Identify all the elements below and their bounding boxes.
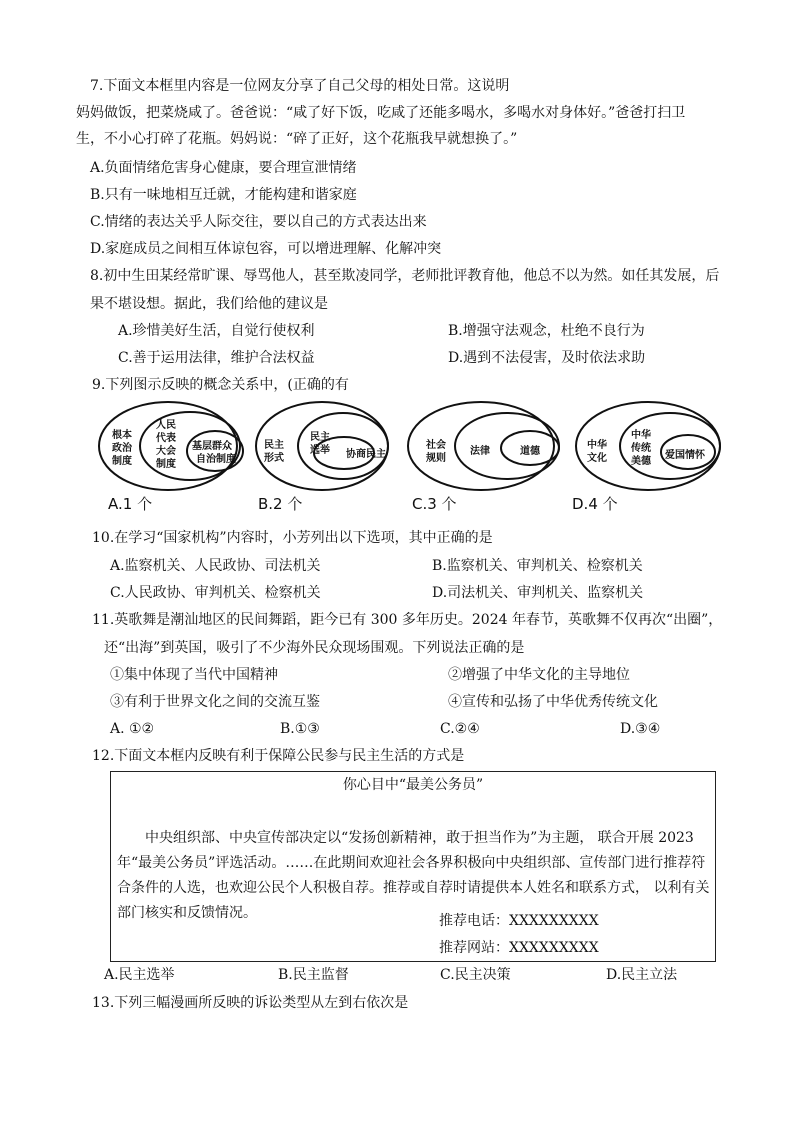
q9-concept-diagrams xyxy=(98,398,728,498)
q10-stem: 10.在学习“国家机构”内容时，小芳列出以下选项，其中正确的是 xyxy=(92,530,493,546)
diagram-d-outer-1: 中华 xyxy=(587,440,607,451)
diagram-a-middle-4: 制度 xyxy=(156,459,176,470)
diagram-c-outer-2: 规则 xyxy=(426,453,446,464)
q7-stem-line3: 生，不小心打碎了花瓶。妈妈说：“碎了正好，这个花瓶我早就想换了。” xyxy=(76,131,518,147)
q12-box-line4: 部门核实和反馈情况。 xyxy=(117,905,257,921)
q12-option-d: D.民主立法 xyxy=(606,967,678,983)
diagram-a-outer-2: 政治 xyxy=(112,443,132,454)
diagram-c-outer-1: 社会 xyxy=(426,440,446,451)
q12-box-title: 你心目中“最美公务员” xyxy=(342,777,484,793)
q10-option-b: B.监察机关、审判机关、检察机关 xyxy=(432,558,643,574)
q10-option-a: A.监察机关、人民政协、司法机关 xyxy=(110,558,321,574)
q9-option-c: C.3 个 xyxy=(412,495,457,513)
q11-stem-line1: 11.英歌舞是潮汕地区的民间舞蹈，距今已有 300 多年历史。2024 年春节，英歌舞不仅再次“出圈”， xyxy=(92,612,723,628)
q9-option-b: B.2 个 xyxy=(258,495,303,513)
diagram-a-outer-1: 根本 xyxy=(112,430,132,441)
diagram-a-middle-1: 人民 xyxy=(156,420,176,431)
q7-option-c: C.情绪的表达关乎人际交往，要以自己的方式表达出来 xyxy=(90,214,427,230)
q7-stem-line1: 7.下面文本框里内容是一位网友分享了自己父母的相处日常。这说明 xyxy=(90,78,510,94)
diagram-d-outer-2: 文化 xyxy=(587,453,607,464)
q8-option-a: A.珍惜美好生活，自觉行使权利 xyxy=(118,323,315,339)
q7-stem-line2: 妈妈做饭，把菜烧咸了。爸爸说：“咸了好下饭，吃咸了还能多喝水，多喝水对身体好。”爸爸打扫卫 xyxy=(76,105,686,121)
q7-option-a: A.负面情绪危害身心健康，要合理宣泄情绪 xyxy=(90,160,357,176)
diagram-a-middle-3: 大会 xyxy=(156,446,176,457)
diagram-a-inner-1: 基层群众 xyxy=(192,441,232,452)
diagram-d-middle-3: 美德 xyxy=(631,456,651,467)
q12-option-b: B.民主监督 xyxy=(278,967,349,983)
diagram-b-inner-1: 协商民主 xyxy=(346,449,386,460)
q11-item-3: ③有利于世界文化之间的交流互鉴 xyxy=(110,694,320,710)
diagram-d-middle-1: 中华 xyxy=(631,430,651,441)
q12-option-c: C.民主决策 xyxy=(440,967,511,983)
q12-box-line1: 中央组织部、中央宣传部决定以“发扬创新精神，敢于担当作为”为主题， 联合开展 2023 xyxy=(145,830,694,846)
q13-stem: 13.下列三幅漫画所反映的诉讼类型从左到右依次是 xyxy=(92,995,409,1011)
q12-option-a: A.民主选举 xyxy=(104,967,175,983)
diagram-d-inner-1: 爱国情怀 xyxy=(665,450,705,461)
diagram-b-outer-2: 形式 xyxy=(264,453,284,464)
diagram-d-middle-2: 传统 xyxy=(631,443,651,454)
q12-box-website: 推荐网站：XXXXXXXXX xyxy=(439,940,599,956)
q12-box-line2: 年“最美公务员”评选活动。……在此期间欢迎社会各界积极向中央组织部、宣传部门进行推荐符 xyxy=(117,855,706,871)
q7-option-d: D.家庭成员之间相互体谅包容，可以增进理解、化解冲突 xyxy=(90,241,442,257)
q9-option-a: A.1 个 xyxy=(108,495,153,513)
q11-option-c: C.②④ xyxy=(440,721,480,737)
diagram-a-middle-2: 代表 xyxy=(156,433,176,444)
q12-box-phone: 推荐电话：XXXXXXXXX xyxy=(439,913,599,929)
q11-stem-line2: 还“出海”到英国，吸引了不少海外民众现场围观。下列说法正确的是 xyxy=(104,640,525,656)
diagram-c-middle-1: 法律 xyxy=(470,446,490,457)
diagram-a-outer-3: 制度 xyxy=(112,456,132,467)
q9-stem: 9.下列图示反映的概念关系中，(正确的有 xyxy=(92,377,349,393)
q11-option-b: B.①③ xyxy=(280,721,320,737)
q11-option-a: A. ①② xyxy=(110,721,155,737)
q8-stem-line1: 8.初中生田某经常旷课、辱骂他人，甚至欺凌同学，老师批评教育他，他总不以为然。如任其发展，后 xyxy=(90,268,720,284)
q12-text-box xyxy=(110,771,716,962)
q10-option-d: D.司法机关、审判机关、监察机关 xyxy=(432,585,644,601)
q11-option-d: D.③④ xyxy=(620,721,661,737)
diagram-b-outer-1: 民主 xyxy=(264,440,284,451)
q12-box-line3: 合条件的人选，也欢迎公民个人积极自荐。推荐或自荐时请提供本人姓名和联系方式， 以利有关 xyxy=(117,880,710,896)
q11-item-4: ④宣传和弘扬了中华优秀传统文化 xyxy=(448,694,658,710)
diagram-a-inner-2: 自治制度 xyxy=(196,454,236,465)
q10-option-c: C.人民政协、审判机关、检察机关 xyxy=(110,585,321,601)
q9-option-d: D.4 个 xyxy=(572,495,618,513)
q8-stem-line2: 果不堪设想。据此，我们给他的建议是 xyxy=(90,296,328,312)
q8-option-b: B.增强守法观念，杜绝不良行为 xyxy=(448,323,645,339)
q8-option-c: C.善于运用法律，维护合法权益 xyxy=(118,350,315,366)
diagram-b-middle-2: 选举 xyxy=(310,445,330,456)
q12-stem: 12.下面文本框内反映有利于保障公民参与民主生活的方式是 xyxy=(92,748,465,764)
q8-option-d: D.遇到不法侵害，及时依法求助 xyxy=(448,350,646,366)
diagram-c-inner-1: 道德 xyxy=(520,446,540,457)
q11-item-2: ②增强了中华文化的主导地位 xyxy=(448,667,630,683)
diagram-b-middle-1: 民主 xyxy=(310,432,330,443)
q7-option-b: B.只有一味地相互迁就，才能构建和谐家庭 xyxy=(90,187,357,203)
q11-item-1: ①集中体现了当代中国精神 xyxy=(110,667,278,683)
